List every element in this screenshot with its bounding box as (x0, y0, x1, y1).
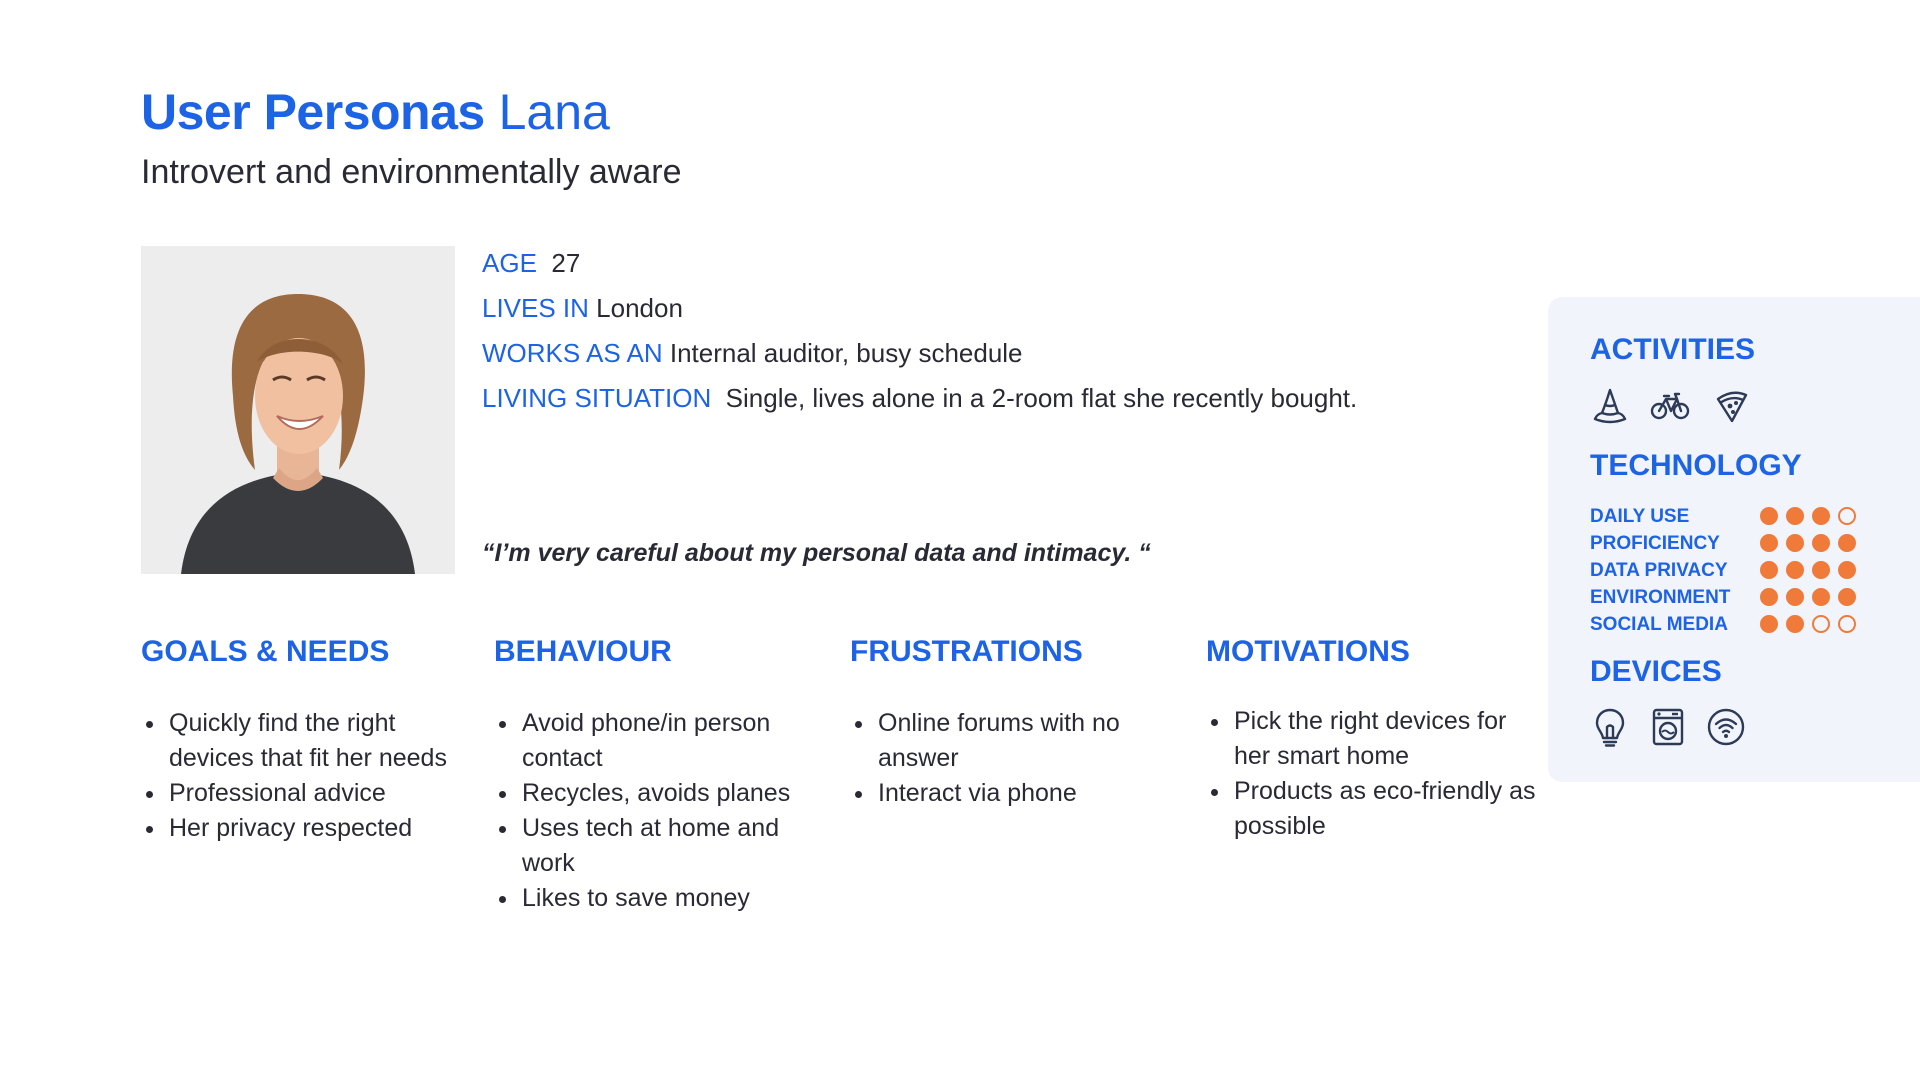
tech-label: PROFICIENCY (1590, 533, 1720, 554)
fact-works-as-label: WORKS AS AN (482, 338, 663, 368)
rating-dot-empty (1838, 507, 1856, 525)
tech-label: DAILY USE (1590, 506, 1690, 527)
rating-dots (1760, 534, 1856, 552)
fact-lives-in-value: London (596, 293, 683, 323)
devices-icons (1590, 707, 1746, 747)
fact-lives-in (482, 291, 683, 325)
tech-row-environment (1590, 584, 1890, 611)
tech-row-daily-use (1590, 503, 1890, 530)
rating-dot-filled (1838, 534, 1856, 552)
rating-dot-filled (1812, 534, 1830, 552)
rating-dot-filled (1760, 534, 1778, 552)
fact-works-as (482, 336, 1023, 370)
list-item: Pick the right devices for her smart home (1206, 704, 1536, 774)
behaviour-section (494, 632, 824, 912)
fact-works-as-value: Internal auditor, busy schedule (669, 338, 1023, 368)
technology-ratings (1590, 503, 1890, 638)
rating-dot-filled (1786, 507, 1804, 525)
goals-needs-section (141, 632, 471, 842)
persona-photo-illustration (141, 246, 455, 574)
fact-age-label: AGE (482, 248, 537, 278)
fact-living-situation-value: Single, lives alone in a 2-room flat she recently bought. (725, 383, 1358, 413)
tech-row-data-privacy (1590, 557, 1890, 584)
rating-dots (1760, 615, 1856, 633)
page-subtitle: Introvert and environmentally aware (141, 153, 682, 191)
title-bold: User Personas (141, 84, 485, 140)
frustrations-section (850, 632, 1180, 807)
tech-row-social-media (1590, 611, 1890, 638)
rating-dot-filled (1786, 615, 1804, 633)
devices-title: DEVICES (1590, 655, 1722, 688)
rating-dot-filled (1812, 588, 1830, 606)
rating-dot-filled (1812, 507, 1830, 525)
tech-label: SOCIAL MEDIA (1590, 614, 1728, 635)
technology-title: TECHNOLOGY (1590, 449, 1802, 482)
fact-living-situation (482, 381, 1357, 415)
rating-dot-empty (1812, 615, 1830, 633)
list-item: Professional advice (141, 776, 471, 811)
goals-needs-list (141, 706, 471, 846)
fact-age (482, 246, 580, 280)
list-item: Uses tech at home and work (494, 811, 824, 881)
list-item: Quickly find the right devices that fit her needs (141, 706, 471, 776)
list-item: Her privacy respected (141, 811, 471, 846)
bicycle-icon (1650, 385, 1690, 425)
pizza-slice-icon (1710, 385, 1750, 425)
list-item: Likes to save money (494, 881, 824, 916)
behaviour-title: BEHAVIOUR (494, 635, 672, 668)
rating-dot-filled (1760, 615, 1778, 633)
rating-dot-filled (1760, 507, 1778, 525)
frustrations-list (850, 706, 1180, 811)
fact-age-value: 27 (551, 248, 581, 278)
behaviour-list (494, 706, 824, 916)
rating-dot-filled (1838, 588, 1856, 606)
persona-name: Lana (498, 84, 610, 140)
activities-title: ACTIVITIES (1590, 333, 1756, 366)
washing-machine-icon (1648, 707, 1688, 747)
fact-lives-in-label: LIVES IN (482, 293, 589, 323)
light-bulb-icon (1590, 707, 1630, 747)
rating-dot-filled (1786, 588, 1804, 606)
frustrations-title: FRUSTRATIONS (850, 635, 1083, 668)
tech-label: ENVIRONMENT (1590, 587, 1731, 608)
rating-dot-filled (1838, 561, 1856, 579)
rating-dot-filled (1812, 561, 1830, 579)
rating-dots (1760, 507, 1856, 525)
list-item: Interact via phone (850, 776, 1180, 811)
motivations-section (1206, 632, 1536, 840)
rating-dot-filled (1786, 534, 1804, 552)
goals-needs-title: GOALS & NEEDS (141, 635, 390, 668)
motivations-title: MOTIVATIONS (1206, 635, 1410, 668)
activities-icons (1590, 385, 1750, 425)
motivations-list (1206, 704, 1536, 844)
rating-dot-filled (1786, 561, 1804, 579)
list-item: Recycles, avoids planes (494, 776, 824, 811)
tech-row-proficiency (1590, 530, 1890, 557)
rating-dots (1760, 561, 1856, 579)
list-item: Products as eco-friendly as possible (1206, 774, 1536, 844)
persona-side-panel (1548, 297, 1920, 782)
list-item: Avoid phone/in person contact (494, 706, 824, 776)
persona-photo (141, 246, 455, 574)
rating-dot-filled (1760, 561, 1778, 579)
rating-dot-empty (1838, 615, 1856, 633)
rating-dot-filled (1760, 588, 1778, 606)
tech-label: DATA PRIVACY (1590, 560, 1728, 581)
page-title (141, 80, 610, 144)
wizard-hat-icon (1590, 385, 1630, 425)
wifi-icon (1706, 707, 1746, 747)
list-item: Online forums with no answer (850, 706, 1180, 776)
persona-quote: “I’m very careful about my personal data and intimacy. “ (482, 539, 1151, 567)
fact-living-situation-label: LIVING SITUATION (482, 383, 712, 413)
rating-dots (1760, 588, 1856, 606)
